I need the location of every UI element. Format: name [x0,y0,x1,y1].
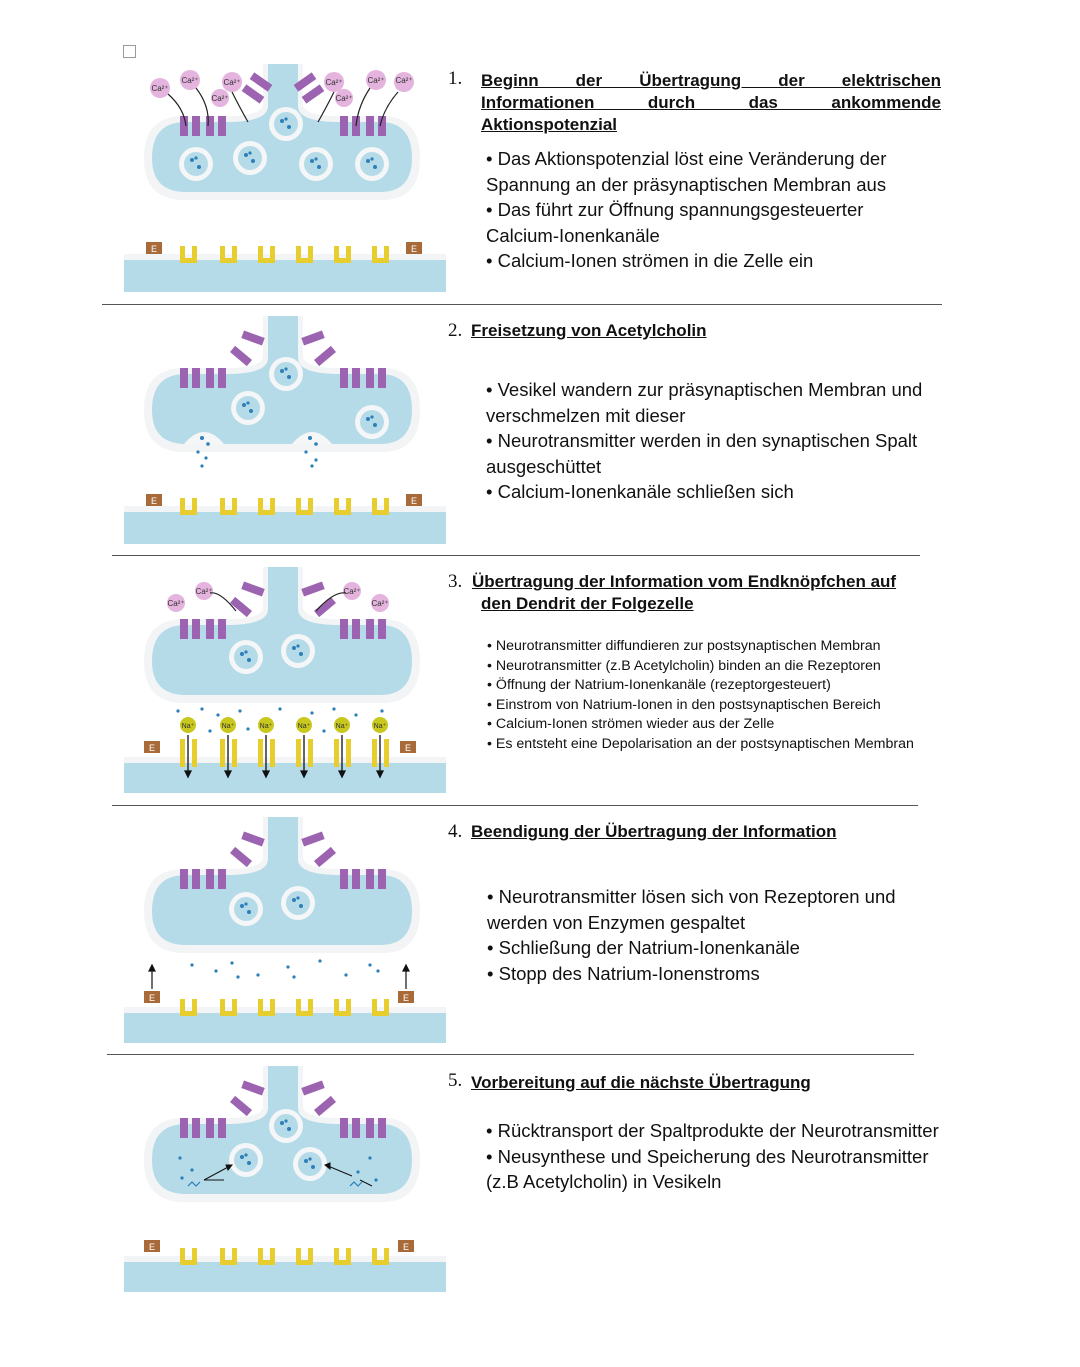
label-3: Ca²⁺ [371,599,389,608]
cleaved-transmitters [190,959,379,978]
enzyme-label-right: E [402,1242,410,1252]
enzyme-label-left: E [148,743,156,753]
bullet-line: • Stopp des Natrium-Ionenstroms [487,962,760,984]
label-2: Ca²⁺ [343,587,361,596]
label-0: Ca²⁺ [167,599,185,608]
bullet-line: • Einstrom von Natrium-Ionen in den postsynaptischen Bereich [487,696,881,713]
divider [112,555,920,556]
divider [112,805,918,806]
postsynaptic-membrane [124,494,446,544]
step-bullets [487,637,914,755]
step-bullets [486,146,886,274]
step-title-line: Übertragung der Information vom Endknöpfchen auf [472,572,897,591]
step-bullets [486,1118,939,1195]
label-7: Ca²⁺ [395,76,413,85]
step-number: 3. [448,571,463,592]
bullet-line: • Neurotransmitter (z.B Acetylcholin) binden an die Rezeptoren [487,657,881,674]
label-0: Ca²⁺ [151,84,169,93]
bullet-line: (z.B Acetylcholin) in Vesikeln [486,1171,722,1192]
label-9: Na⁺ [373,723,387,730]
label-2: Ca²⁺ [223,78,241,87]
step-number: 2. [448,320,463,341]
step-number: 4. [448,821,463,842]
diagram-step-5 [120,1062,450,1292]
bullet-line: • Rücktransport der Spaltprodukte der Neurotransmitter [486,1120,939,1141]
diagram-step-4 [120,813,450,1043]
bullet-line: Calcium-Ionenkanäle [486,224,660,246]
bullet-line: • Calcium-Ionenkanäle schließen sich [486,481,794,502]
postsynaptic-membrane [124,242,446,292]
postsynaptic-membrane [124,965,446,1043]
enzyme-label-right: E [404,743,412,753]
label-6: Ca²⁺ [367,76,385,85]
step-number: 1. [448,68,463,89]
bullet-line: • Schließung der Natrium-Ionenkanäle [487,937,800,958]
step-title-line: Beginn der Übertragung der elektrischen [481,71,941,90]
enzyme-label-right: E [410,244,418,254]
step-bullets [487,884,896,986]
diagram-step-3 [120,563,450,793]
label-4: Ca²⁺ [325,78,343,87]
bullet-line: • Öffnung der Natrium-Ionenkanäle (rezeptorgesteuert) [487,677,831,694]
label-7: Na⁺ [297,723,311,730]
step-title-line: Vorbereitung auf die nächste Übertragung [471,1073,811,1092]
step-bullets [486,377,922,505]
diagram-step-1 [120,60,450,292]
label-5: Na⁺ [221,723,235,730]
bullet-line: • Vesikel wandern zur präsynaptischen Membran und [486,379,923,400]
checkbox[interactable] [123,45,136,58]
label-1: Ca²⁺ [195,587,213,596]
bullet-line: werden von Enzymen gespaltet [487,911,746,933]
step-title-line: Freisetzung von Acetylcholin [471,321,707,340]
bullet-line: • Neurotransmitter lösen sich von Rezeptoren und [487,886,896,907]
step-title [472,571,896,615]
postsynaptic-membrane [124,707,446,793]
step-title [471,821,837,843]
enzyme-label-left: E [148,1242,156,1252]
label-1: Ca²⁺ [181,76,199,85]
step-number: 5. [448,1070,463,1091]
label-4: Na⁺ [181,723,195,730]
bullet-line: verschmelzen mit dieser [486,404,686,426]
bullet-line: • Neurotransmitter diffundieren zur postsynaptischen Membran [487,638,881,654]
enzyme-label-left: E [150,496,158,506]
bullet-line: ausgeschüttet [486,455,602,477]
step-title [481,70,941,136]
divider [102,304,942,305]
enzyme-label-right: E [402,993,410,1003]
step-title-line: den Dendrit der Folgezelle [481,594,694,613]
step-title-line: Beendigung der Übertragung der Information [471,822,837,841]
label-8: Na⁺ [335,723,349,730]
step-title-line: Informationen durch das ankommende [481,93,941,112]
step-title-line: Aktionspotenzial [481,115,618,134]
bullet-line: • Neusynthese und Speicherung des Neurotransmitter [486,1145,929,1167]
enzyme-label-left: E [148,993,156,1003]
bullet-line: Spannung an der präsynaptischen Membran aus [486,173,887,195]
step-title [471,1072,811,1094]
postsynaptic-membrane [124,1240,446,1292]
label-5: Ca²⁺ [335,94,353,103]
bullet-line: • Das führt zur Öffnung spannungsgesteuerter [486,199,864,220]
bullet-line: • Calcium-Ionen strömen wieder aus der Zelle [487,716,775,733]
bullet-line: • Es entsteht eine Depolarisation an der postsynaptischen Membran [487,735,914,752]
bullet-line: • Das Aktionspotenzial löst eine Veränderung der [486,148,887,169]
step-title [471,320,707,342]
bullet-line: • Calcium-Ionen strömen in die Zelle ein [486,250,814,271]
label-6: Na⁺ [259,723,273,730]
bullet-line: • Neurotransmitter werden in den synaptischen Spalt [486,430,918,451]
label-3: Ca²⁺ [211,94,229,103]
enzyme-label-right: E [410,496,418,506]
enzyme-label-left: E [150,244,158,254]
diagram-step-2 [120,312,450,544]
divider [107,1054,914,1055]
